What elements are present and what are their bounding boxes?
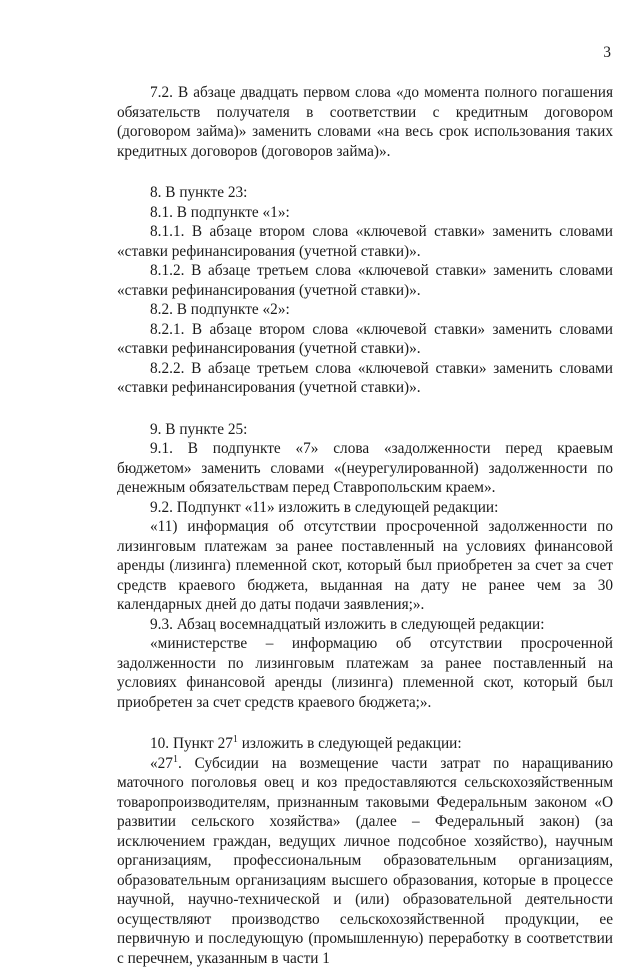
paragraph-text: «27: [150, 755, 173, 772]
paragraph: 8.2. В подпункте «2»:: [117, 300, 613, 320]
page-number: 3: [603, 44, 611, 62]
paragraph: 9.3. Абзац восемнадцатый изложить в следующей редакции:: [117, 615, 613, 635]
paragraph: 9.2. Подпункт «11» изложить в следующей редакции:: [117, 498, 613, 518]
paragraph-gap: [117, 161, 613, 183]
paragraph: 8.1. В подпункте «1»:: [117, 203, 613, 223]
superscript: 1: [173, 754, 178, 765]
paragraph-text: 10. Пункт 27: [150, 735, 233, 752]
paragraph: 8.1.2. В абзаце третьем слова «ключевой ставки» заменить словами «ставки рефинансирования (учетной ставки)».: [117, 261, 613, 300]
paragraph-gap: [117, 712, 613, 734]
document-body: [117, 83, 613, 968]
paragraph: «11) информация об отсутствии просроченной задолженности по лизинговым платежам за ранее поставленный на условиях финансовой аренды (лизинга) племенной скот, который был приобретен за счет за счет средств краевого бюджета, выданная на дату не ранее чем за 30 календарных дней до даты подачи заявления;».: [117, 517, 613, 615]
paragraph: «министерстве – информацию об отсутствии просроченной задолженности по лизинговым платежам за ранее поставленный на условиях финансовой аренды (лизинга) племенной скот, который был приобретен за счет средств краевого бюджета;».: [117, 634, 613, 712]
paragraph: 9.1. В подпункте «7» слова «задолженности перед краевым бюджетом» заменить словами «(неурегулированной) задолженности по денежным обязательствам перед Ставропольским краем».: [117, 439, 613, 498]
paragraph: 7.2. В абзаце двадцать первом слова «до момента полного погашения обязательств получателя в соответствии с кредитным договором (договором займа)» заменить словами «на весь срок использования таких кредитных договоров (договоров займа)».: [117, 83, 613, 161]
paragraph: 8.1.1. В абзаце втором слова «ключевой ставки» заменить словами «ставки рефинансирования (учетной ставки)».: [117, 222, 613, 261]
paragraph-text: изложить в следующей редакции:: [238, 735, 462, 752]
paragraph: 8. В пункте 23:: [117, 183, 613, 203]
paragraph: 8.2.1. В абзаце втором слова «ключевой ставки» заменить словами «ставки рефинансирования (учетной ставки)».: [117, 320, 613, 359]
superscript: 1: [233, 734, 238, 745]
paragraph-text: . Субсидии на возмещение части затрат по наращиванию маточного поголовья овец и коз предоставляются сельскохозяйственным товаропроизводителям, признанным таковыми Федеральным законом «О развитии сельского хозяйства» (далее – Федеральный закон) (за исключением граждан, ведущих личное подсобное хозяйство), научным организациям, профессиональным образовательным организациям, образовательным организациям высшего образования, которые в процессе научной, научно-технической и (или) образовательной деятельности осуществляют производство сельскохозяйственной продукции, ее первичную и последующую (промышленную) переработку в соответствии с перечнем, указанным в части 1: [117, 755, 613, 967]
paragraph: 9. В пункте 25:: [117, 420, 613, 440]
paragraph-gap: [117, 398, 613, 420]
paragraph: [117, 754, 613, 968]
paragraph: 8.2.2. В абзаце третьем слова «ключевой ставки» заменить словами «ставки рефинансирования (учетной ставки)».: [117, 359, 613, 398]
paragraph: [117, 734, 613, 754]
